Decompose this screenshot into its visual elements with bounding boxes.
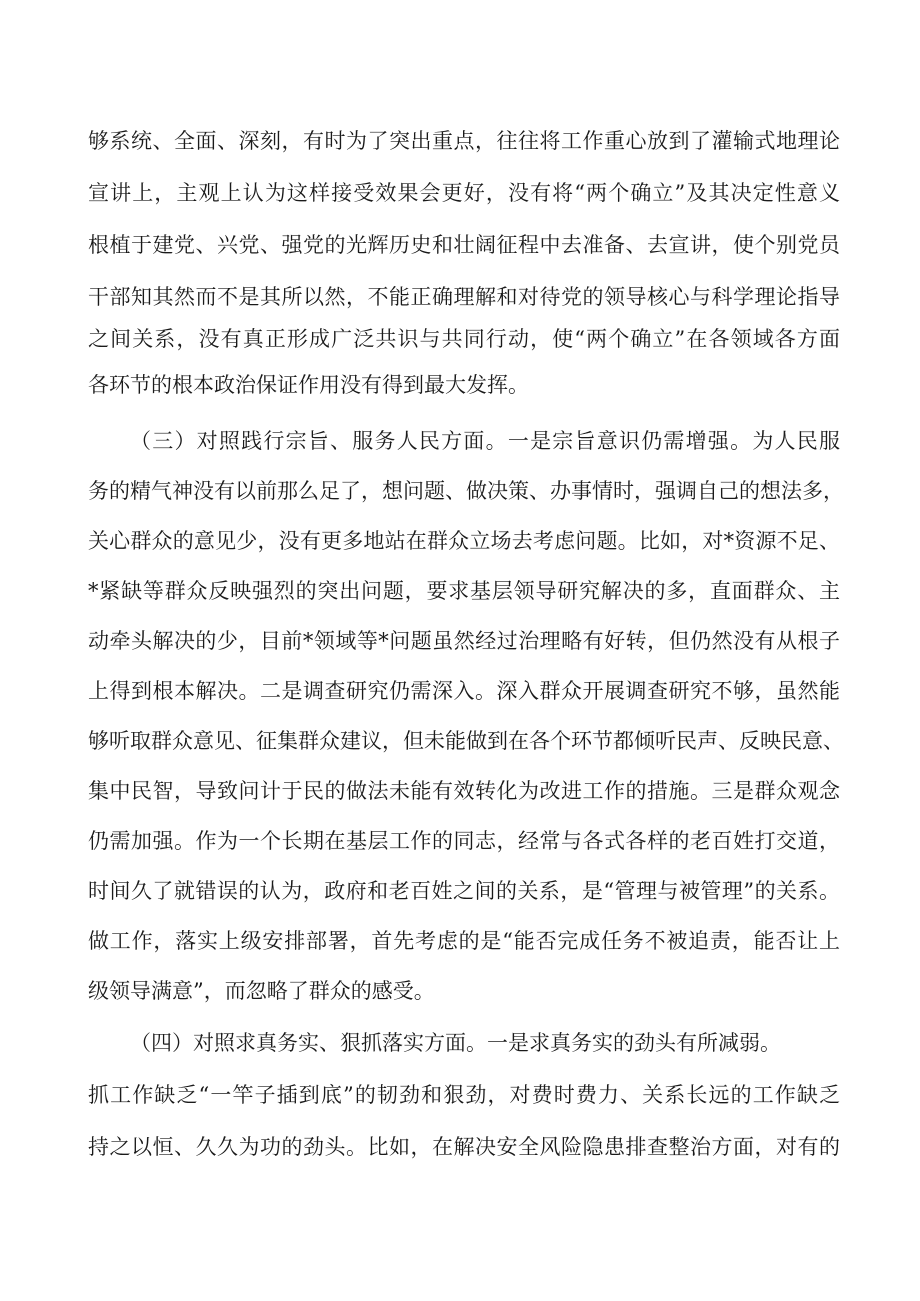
- text-line: 抓工作缺乏“一竿子插到底”的韧劲和狠劲，对费时费力、关系长远的工作缺乏: [88, 1083, 840, 1107]
- text-line: 做工作，落实上级安排部署，首先考虑的是“能否完成任务不被追责，能否让上: [88, 929, 840, 953]
- text-line: 持之以恒、久久为功的劲头。比如，在解决安全风险隐患排查整治方面，对有的: [88, 1135, 840, 1159]
- text-line: 够听取群众意见、征集群众建议，但未能做到在各个环节都倾听民声、反映民意、: [88, 729, 844, 753]
- text-line: 宣讲上，主观上认为这样接受效果会更好，没有将“两个确立”及其决定性意义: [88, 181, 840, 205]
- text-line: 之间关系，没有真正形成广泛共识与共同行动，使“两个确立”在各领域各方面: [88, 327, 840, 351]
- text-line: 仍需加强。作为一个长期在基层工作的同志，经常与各式各样的老百姓打交道，: [88, 829, 840, 853]
- text-line: 各环节的根本政治保证作用没有得到最大发挥。: [88, 373, 529, 397]
- text-line: 时间久了就错误的认为，政府和老百姓之间的关系，是“管理与被管理”的关系。: [88, 879, 840, 903]
- text-line: 够系统、全面、深刻，有时为了突出重点，往往将工作重心放到了灌输式地理论: [88, 129, 840, 153]
- text-line: 集中民智，导致问计于民的做法未能有效转化为改进工作的措施。三是群众观念: [88, 779, 840, 803]
- text-line: 干部知其然而不是其所以然，不能正确理解和对待党的领导核心与科学理论指导: [88, 285, 840, 309]
- text-line: 务的精气神没有以前那么足了，想问题、做决策、办事情时，强调自己的想法多，: [88, 479, 844, 503]
- text-line: *紧缺等群众反映强烈的突出问题，要求基层领导研究解决的多，直面群众、主: [88, 579, 840, 603]
- paragraph-heading-line: （四）对照求真务实、狠抓落实方面。一是求真务实的劲头有所减弱。: [130, 1031, 781, 1055]
- text-line: 根植于建党、兴党、强党的光辉历史和壮阔征程中去准备、去宣讲，使个别党员: [88, 233, 840, 257]
- text-line: 上得到根本解决。二是调查研究仍需深入。深入群众开展调查研究不够，虽然能: [88, 679, 840, 703]
- paragraph-heading-line: （三）对照践行宗旨、服务人民方面。一是宗旨意识仍需增强。为人民服: [130, 429, 840, 453]
- text-line: 关心群众的意见少，没有更多地站在群众立场去考虑问题。比如，对*资源不足、: [88, 529, 840, 553]
- text-line: 级领导满意”，而忽略了群众的感受。: [88, 979, 435, 1003]
- text-line: 动牵头解决的少，目前*领域等*问题虽然经过治理略有好转，但仍然没有从根子: [88, 629, 840, 653]
